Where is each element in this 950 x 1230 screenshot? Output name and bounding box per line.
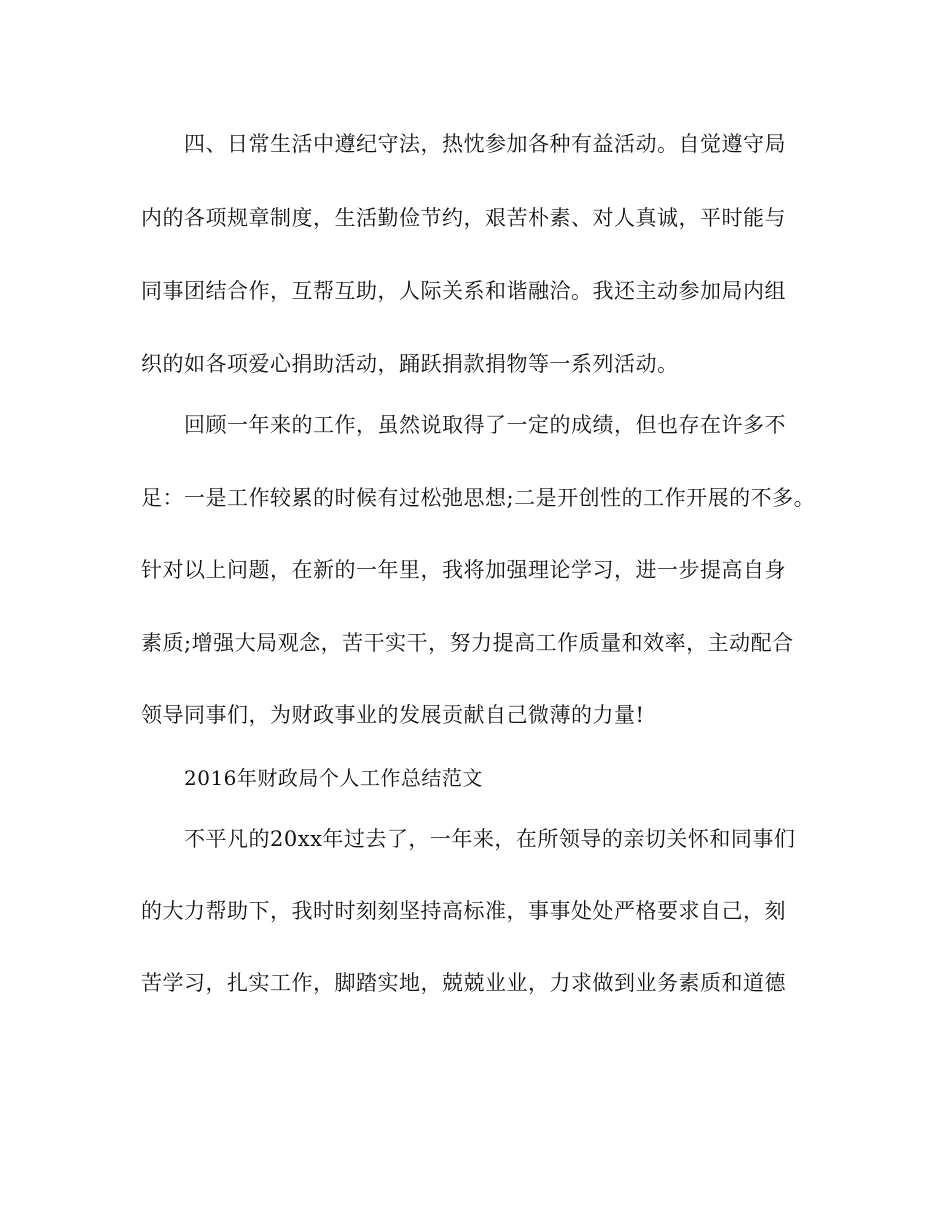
paragraph-line: 同事团结合作，互帮互助，人际关系和谐融洽。我还主动参加局内组	[141, 279, 786, 303]
paragraph-line: 织的如各项爱心捐助活动，踊跃捐款捐物等一系列活动。	[141, 352, 679, 376]
paragraph-line: 的大力帮助下，我时时刻刻坚持高标准，事事处处严格要求自己，刻	[141, 899, 786, 923]
paragraph-line: 回顾一年来的工作，虽然说取得了一定的成绩，但也存在许多不	[184, 413, 786, 437]
paragraph-line: 四、日常生活中遵纪守法，热忱参加各种有益活动。自觉遵守局	[184, 132, 786, 156]
paragraph-line: 素质;增强大局观念，苦干实干，努力提高工作质量和效率，主动配合	[141, 631, 794, 655]
paragraph-line: 不平凡的20xx年过去了，一年来，在所领导的亲切关怀和同事们	[184, 827, 796, 851]
paragraph-line: 针对以上问题，在新的一年里，我将加强理论学习，进一步提高自身	[141, 558, 786, 582]
paragraph-line: 领导同事们，为财政事业的发展贡献自己微薄的力量!	[141, 703, 645, 727]
paragraph-line: 苦学习，扎实工作，脚踏实地，兢兢业业，力求做到业务素质和道德	[141, 971, 786, 995]
section-heading: 2016年财政局个人工作总结范文	[184, 766, 483, 790]
paragraph-line: 内的各项规章制度，生活勤俭节约，艰苦朴素、对人真诚，平时能与	[141, 206, 786, 230]
paragraph-line: 足：一是工作较累的时候有过松弛思想;二是开创性的工作开展的不多。	[141, 486, 816, 510]
